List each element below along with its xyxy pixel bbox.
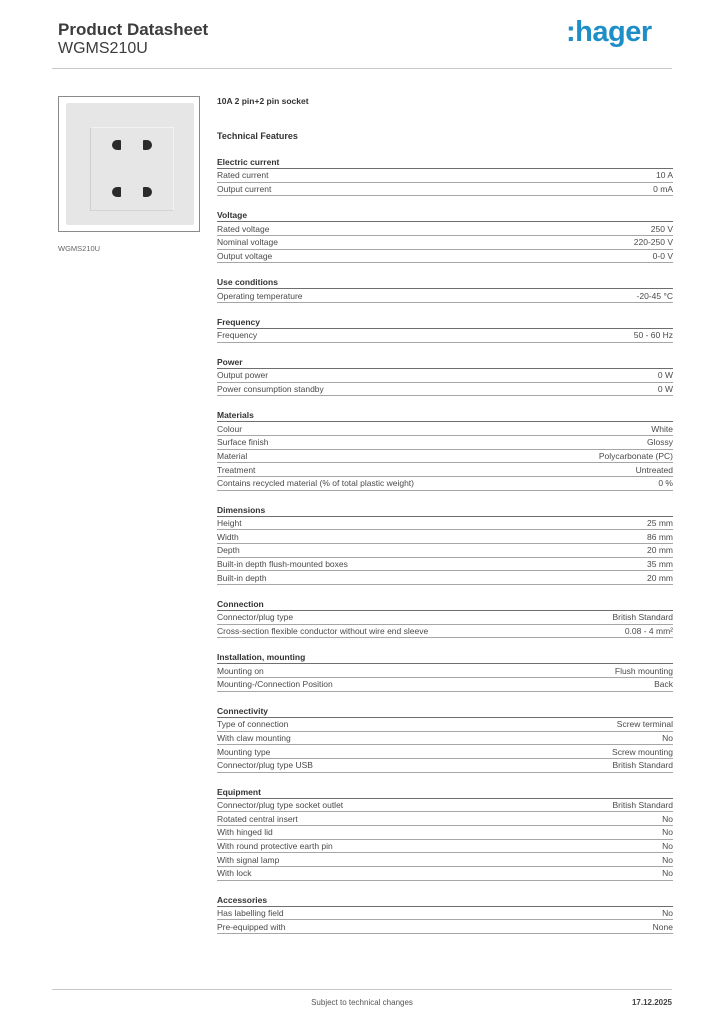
spec-label: Operating temperature <box>217 290 303 301</box>
spec-value: 86 mm <box>647 531 673 542</box>
feature-group <box>217 316 673 343</box>
spec-label: Rated current <box>217 170 269 181</box>
spec-value: 35 mm <box>647 559 673 570</box>
feature-group <box>217 705 673 773</box>
image-caption: WGMS210U <box>58 244 101 253</box>
upper-outlet <box>112 138 152 152</box>
spec-label: Built-in depth <box>217 572 267 583</box>
pin-left <box>112 187 121 197</box>
group-title: Power <box>217 356 673 369</box>
group-title: Installation, mounting <box>217 651 673 664</box>
feature-group <box>217 786 673 881</box>
spec-value: Back <box>654 679 673 690</box>
group-title: Electric current <box>217 156 673 169</box>
spec-row <box>217 625 673 639</box>
feature-group <box>217 276 673 303</box>
spec-label: Height <box>217 517 242 528</box>
spec-row <box>217 571 673 585</box>
spec-row <box>217 907 673 921</box>
spec-row <box>217 558 673 572</box>
socket-insert <box>90 127 174 211</box>
spec-value: Glossy <box>647 437 673 448</box>
spec-value: 25 mm <box>647 517 673 528</box>
spec-row <box>217 450 673 464</box>
spec-value: 0 W <box>657 370 673 381</box>
spec-label: Treatment <box>217 464 256 475</box>
spec-label: Output current <box>217 184 272 195</box>
spec-value: 20 mm <box>647 572 673 583</box>
spec-label: Connector/plug type socket outlet <box>217 799 344 810</box>
feature-group <box>217 156 673 196</box>
hager-logo: :hager <box>566 16 652 48</box>
spec-row <box>217 611 673 625</box>
spec-row <box>217 530 673 544</box>
spec-value: Screw mounting <box>612 746 673 757</box>
group-title: Use conditions <box>217 276 673 289</box>
spec-label: Cross-section flexible conductor without wire end sleeve <box>217 626 429 637</box>
spec-row <box>217 463 673 477</box>
spec-row <box>217 840 673 854</box>
spec-row <box>217 732 673 746</box>
spec-value: 0 % <box>658 478 673 489</box>
spec-row <box>217 853 673 867</box>
spec-value: British Standard <box>612 799 673 810</box>
spec-row <box>217 477 673 491</box>
feature-group <box>217 651 673 691</box>
group-title: Equipment <box>217 786 673 799</box>
spec-row <box>217 329 673 343</box>
spec-value: British Standard <box>612 760 673 771</box>
spec-label: With signal lamp <box>217 854 280 865</box>
spec-label: Pre-equipped with <box>217 921 286 932</box>
spec-label: Mounting type <box>217 746 271 757</box>
spec-value: No <box>662 813 673 824</box>
spec-value: British Standard <box>612 612 673 623</box>
product-name: 10A 2 pin+2 pin socket <box>217 96 309 106</box>
spec-label: Frequency <box>217 330 258 341</box>
spec-label: Contains recycled material (% of total plastic weight) <box>217 478 414 489</box>
spec-row <box>217 250 673 264</box>
spec-row <box>217 678 673 692</box>
spec-label: Rotated central insert <box>217 813 298 824</box>
spec-value: Untreated <box>635 464 673 475</box>
spec-label: Surface finish <box>217 437 269 448</box>
feature-group <box>217 209 673 263</box>
spec-value: No <box>662 868 673 879</box>
spec-value: 220-250 V <box>633 237 673 248</box>
spec-row <box>217 544 673 558</box>
spec-label: Connector/plug type <box>217 612 294 623</box>
spec-label: Output voltage <box>217 251 273 262</box>
feature-group <box>217 894 673 934</box>
spec-row <box>217 664 673 678</box>
spec-row <box>217 236 673 250</box>
spec-label: With hinged lid <box>217 827 273 838</box>
feature-groups <box>217 156 673 934</box>
spec-value: 10 A <box>655 170 673 181</box>
pin-right <box>143 140 152 150</box>
spec-label: Mounting-/Connection Position <box>217 679 333 690</box>
spec-value: Screw terminal <box>616 719 673 730</box>
group-title: Frequency <box>217 316 673 329</box>
spec-value: 0.08 - 4 mm² <box>624 626 673 637</box>
spec-value: 0 mA <box>653 184 673 195</box>
spec-value: Flush mounting <box>614 665 673 676</box>
section-title: Technical Features <box>217 131 298 141</box>
spec-label: Power consumption standby <box>217 383 324 394</box>
spec-label: Built-in depth flush-mounted boxes <box>217 559 348 570</box>
spec-row <box>217 289 673 303</box>
spec-label: Type of connection <box>217 719 289 730</box>
spec-label: Has labelling field <box>217 908 284 919</box>
header <box>58 20 208 58</box>
spec-label: Connector/plug type USB <box>217 760 313 771</box>
footer-date: 17.12.2025 <box>631 998 672 1007</box>
feature-group <box>217 598 673 638</box>
spec-value: Polycarbonate (PC) <box>598 450 673 461</box>
spec-value: 250 V <box>650 223 673 234</box>
spec-row <box>217 718 673 732</box>
spec-row <box>217 812 673 826</box>
spec-row <box>217 422 673 436</box>
spec-row <box>217 383 673 397</box>
spec-label: Width <box>217 531 239 542</box>
spec-row <box>217 759 673 773</box>
spec-row <box>217 436 673 450</box>
spec-label: With lock <box>217 868 252 879</box>
product-image <box>58 96 200 232</box>
spec-label: With claw mounting <box>217 732 291 743</box>
spec-row <box>217 745 673 759</box>
spec-value: No <box>662 908 673 919</box>
spec-value: 0-0 V <box>652 251 673 262</box>
feature-group <box>217 356 673 396</box>
spec-row <box>217 867 673 881</box>
spec-label: Rated voltage <box>217 223 270 234</box>
group-title: Connectivity <box>217 705 673 718</box>
spec-row <box>217 799 673 813</box>
spec-value: 50 - 60 Hz <box>633 330 673 341</box>
product-code: WGMS210U <box>58 40 148 57</box>
spec-value: -20-45 °C <box>636 290 673 301</box>
spec-label: Colour <box>217 423 243 434</box>
spec-row <box>217 169 673 183</box>
feature-group <box>217 504 673 585</box>
group-title: Connection <box>217 598 673 611</box>
lower-outlet <box>112 185 152 199</box>
spec-label: Output power <box>217 370 269 381</box>
technical-content <box>217 94 673 934</box>
feature-group <box>217 409 673 490</box>
spec-value: No <box>662 827 673 838</box>
spec-label: With round protective earth pin <box>217 840 333 851</box>
spec-label: Material <box>217 450 248 461</box>
spec-row <box>217 920 673 934</box>
spec-label: Mounting on <box>217 665 264 676</box>
spec-value: No <box>662 840 673 851</box>
spec-value: 0 W <box>657 383 673 394</box>
spec-value: None <box>652 921 673 932</box>
spec-row <box>217 222 673 236</box>
pin-left <box>112 140 121 150</box>
spec-value: No <box>662 732 673 743</box>
group-title: Dimensions <box>217 504 673 517</box>
header-divider <box>52 68 672 69</box>
footer-divider <box>52 989 672 990</box>
spec-row <box>217 183 673 197</box>
spec-label: Nominal voltage <box>217 237 278 248</box>
group-title: Materials <box>217 409 673 422</box>
group-title: Accessories <box>217 894 673 907</box>
spec-label: Depth <box>217 545 240 556</box>
spec-value: 20 mm <box>647 545 673 556</box>
spec-row <box>217 369 673 383</box>
spec-value: White <box>651 423 673 434</box>
page-title: Product Datasheet <box>58 20 209 39</box>
socket-plate <box>66 103 194 225</box>
pin-right <box>143 187 152 197</box>
spec-row <box>217 826 673 840</box>
footer-note: Subject to technical changes <box>311 998 413 1007</box>
spec-row <box>217 517 673 531</box>
spec-value: No <box>662 854 673 865</box>
group-title: Voltage <box>217 209 673 222</box>
